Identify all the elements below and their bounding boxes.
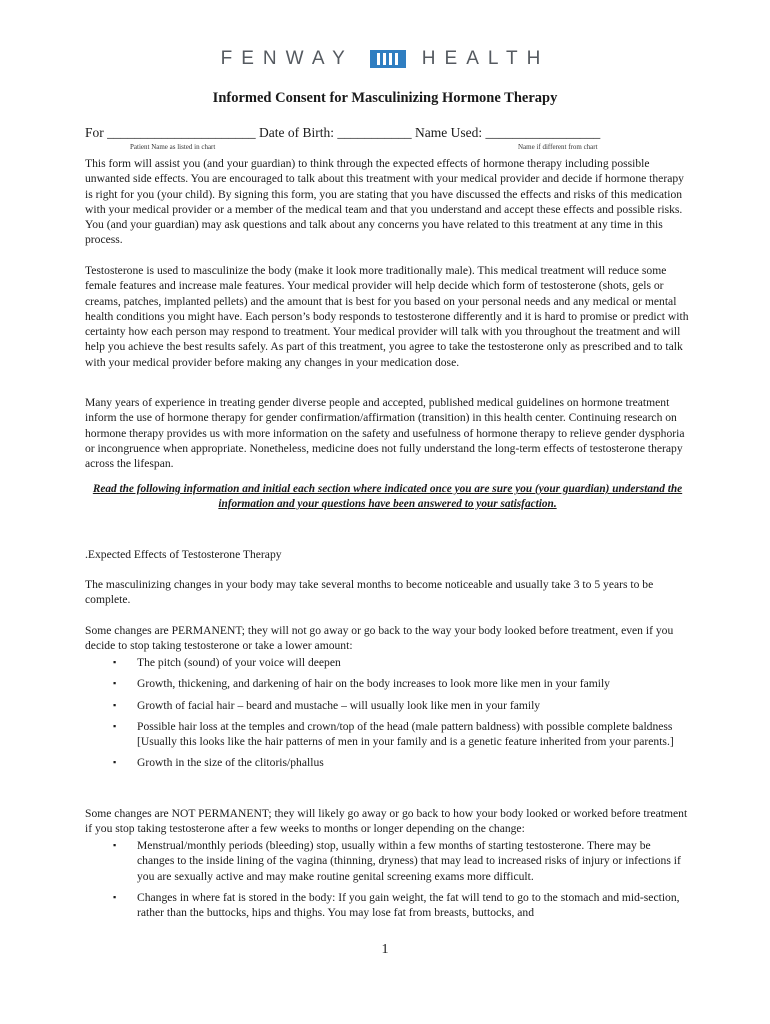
list-item: ▪ Growth of facial hair – beard and mustache – will usually look like men in your family: [113, 698, 541, 712]
list-item: ▪ Possible hair loss at the temples and crown/top of the head (male pattern baldness) with possible complete baldness [Usually this looks like the hair patterns of men in your family and is a genetic feature inherited from your parents.]: [113, 719, 674, 749]
timeline-paragraph: The masculinizing changes in your body may take several months to become noticeable and usually take 3 to 5 years to be complete.: [85, 578, 654, 607]
permanent-intro: Some changes are PERMANENT; they will not go away or go back to the way your body looked before treatment, even if you decide to stop taking testosterone or take a lower amount:: [85, 624, 674, 653]
section-heading: .Expected Effects of Testosterone Therapy: [85, 548, 282, 561]
non-permanent-changes-list: [85, 838, 690, 926]
permanent-changes-list: [85, 655, 690, 777]
testosterone-paragraph: Testosterone is used to masculinize the body (make it look more traditionally male). This medical treatment will reduce some female features and increase male features. Your medical provider will help decide which form of testosterone (shots, gels or creams, patches, implanted pellets) and the amount that is best for you based on your personal needs and any medical or mental health conditions you might have. Each person’s body responds to testosterone differently and it is hard to promise or predict with certainty how each person may respond to treatment. Your medical provider will talk with you throughout the treatment and will help you achieve the best results safely. As part of this treatment, you agree to take the testosterone only as prescribed and to talk with your medical provider before making any changes in your medication dose.: [85, 264, 689, 369]
patient-name-note: Patient Name as listed in chart: [130, 143, 216, 151]
page-number: 1: [381, 942, 389, 957]
bullet-icon: ▪: [113, 720, 117, 731]
intro-paragraph: This form will assist you (and your guardian) to think through the expected effects of hormone therapy including possible unwanted side effects. You are encouraged to talk about this treatment with your medical provider and decide if hormone therapy is right for you (your child). By signing this form, you are stating that you have discussed the effects and risks of this medication with your medical provider or a member of the medical team and that you understand and accept these effects and possible risks. You (and your guardian) may ask questions and talk about any concerns you have related to this treatment at any time in this process.: [85, 157, 684, 247]
bullet-icon: ▪: [113, 657, 117, 667]
logo-text-fenway: FENWAY: [220, 48, 354, 69]
list-item: ▪ Menstrual/monthly periods (bleeding) stop, usually within a few months of starting testosterone. There may be changes to the inside lining of the vagina (thinning, dryness) that may lead to increased risks of injury or infections if you are sexually active and may make routine genital screening exams more difficult.: [113, 839, 681, 883]
logo-text-health: HEALTH: [421, 48, 550, 69]
experience-paragraph: Many years of experience in treating gender diverse people and accepted, published medical guidelines on hormone treatment inform the use of hormone therapy for gender confirmation/affirmation (transition) in this health center. Continuing research on hormone therapy provides us with more information on the safety and usefulness of hormone therapy to relieve gender dysphoria or incongruence when appropriate. Nonetheless, medicine does not fully understand the long-term effects of testosterone therapy across the lifespan.: [85, 396, 685, 471]
bullet-icon: ▪: [113, 891, 117, 902]
bullet-icon: ▪: [113, 678, 117, 689]
patient-info-fields[interactable]: For ______________________ Date of Birth: ___________ Name Used: _________________: [85, 125, 601, 140]
logo-mark-icon: [370, 50, 406, 68]
list-item: ▪ Growth in the size of the clitoris/phallus: [113, 756, 324, 770]
bullet-icon: ▪: [113, 757, 117, 768]
list-item: ▪ Changes in where fat is stored in the body: If you gain weight, the fat will tend to go to the stomach and mid-section, rather than the buttocks, hips and thighs. You may lose fat from breasts, buttocks, and: [113, 890, 680, 920]
non-permanent-intro: Some changes are NOT PERMANENT; they will likely go away or go back to how your body looked or worked before treatment if you stop taking testosterone after a few weeks to months or longer depending on the change:: [85, 807, 688, 836]
document-title: Informed Consent for Masculinizing Hormone Therapy: [212, 90, 558, 106]
initial-instructions: Read the following information and initial each section where indicated once you are sure you (your guardian) understand the information and your questions have been answered to your satisfaction.: [92, 483, 683, 510]
list-item: ▪ The pitch (sound) of your voice will deepen: [113, 656, 341, 669]
bullet-icon: ▪: [113, 840, 117, 850]
fenway-health-logo: [0, 48, 770, 70]
name-used-note: Name if different from chart: [518, 143, 598, 151]
list-item: ▪ Growth, thickening, and darkening of hair on the body increases to look more like men in your family: [113, 677, 610, 691]
bullet-icon: ▪: [113, 699, 117, 710]
